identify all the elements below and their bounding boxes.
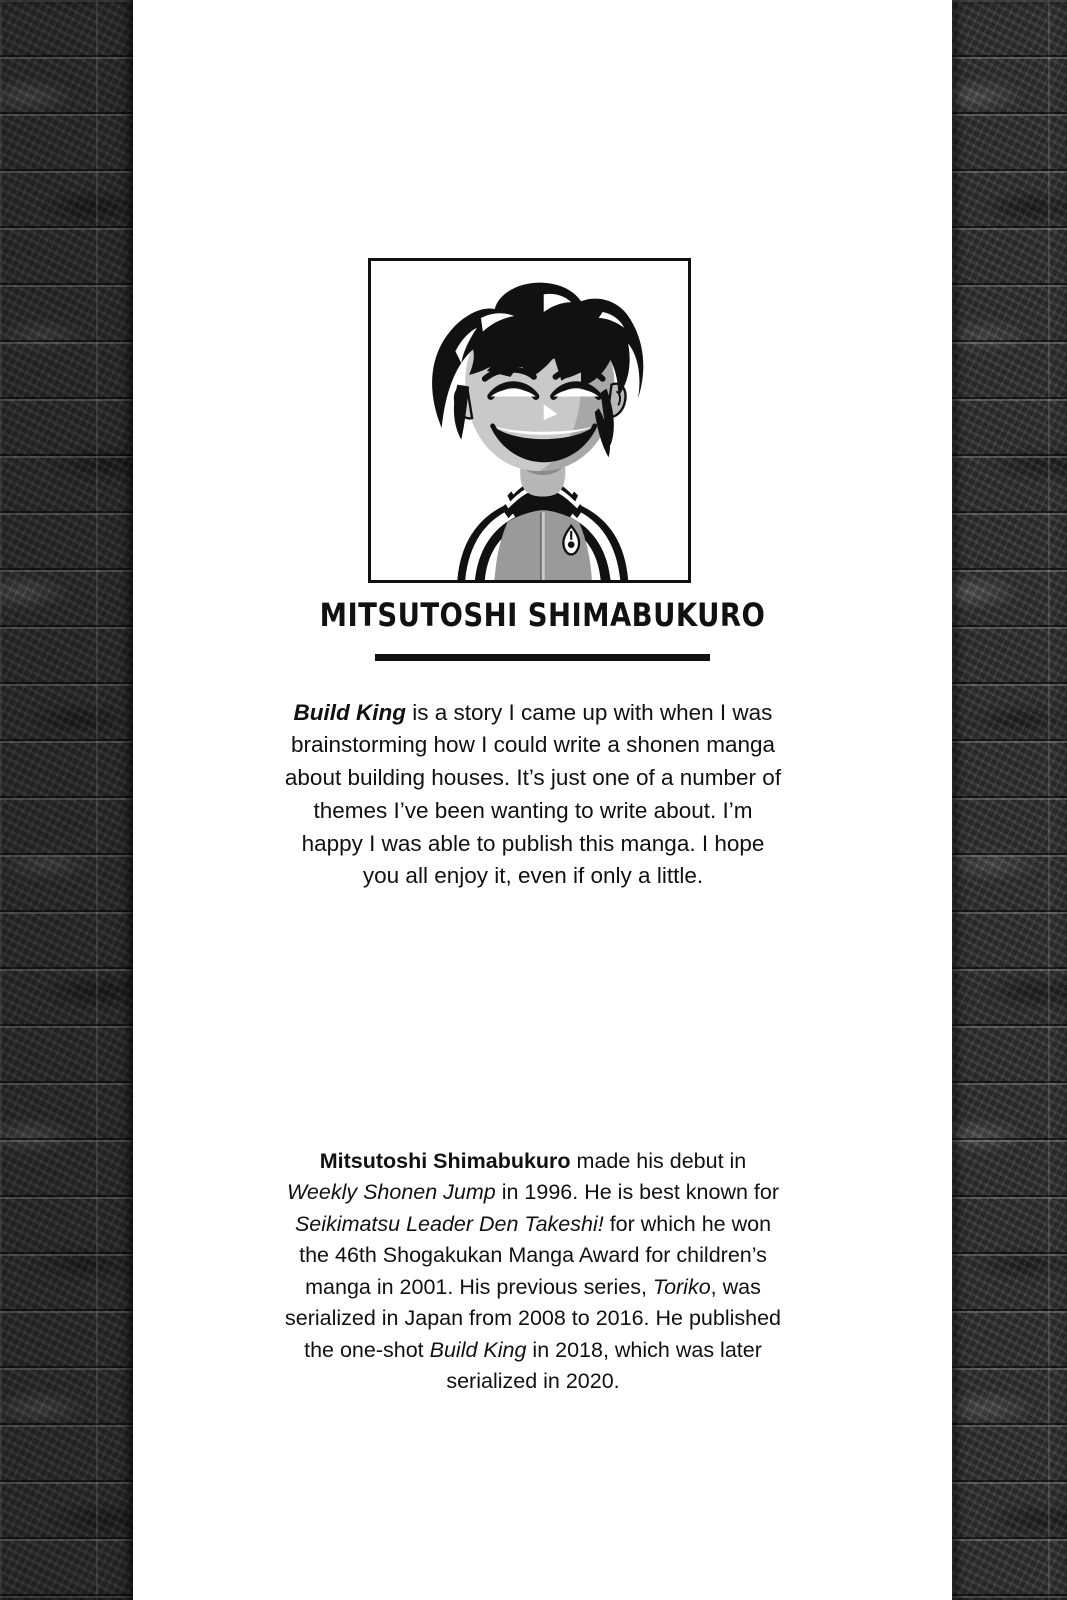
bio-segment-4: , was serialized in Japan from 2008 to 2016. He published the one-shot	[284, 1274, 781, 1362]
bio-work-seikimatsu-leader-den-takeshi: Seikimatsu Leader Den Takeshi!	[294, 1211, 604, 1236]
brick-wall-right-border	[952, 0, 1067, 1600]
author-portrait-frame	[368, 258, 691, 583]
bio-work-weekly-shonen-jump: Weekly Shonen Jump	[287, 1180, 496, 1204]
author-bio	[283, 1146, 783, 1398]
bio-work-build-king: Build King	[429, 1337, 527, 1362]
statement-title: Build King	[293, 699, 407, 725]
page-content	[133, 0, 952, 1600]
statement-body: is a story I came up with when I was brainstorming how I could write a shonen manga about building houses. It’s just one of a number of themes I’ve been wanting to write about. I’m happy I was able to publish this manga. I hope you all enjoy it, even if only a little.	[284, 699, 782, 889]
bio-segment-3: for which he won the 46th Shogakukan Manga Award for children’s manga in 2001. His previous series,	[299, 1211, 772, 1299]
author-name: MITSUTOSHI SHIMABUKURO	[319, 596, 766, 634]
author-name-underline	[375, 654, 710, 661]
bio-author-name: Mitsutoshi Shimabukuro	[319, 1148, 571, 1173]
brick-wall-left-border	[0, 0, 133, 1600]
bio-segment-1: made his debut in	[570, 1148, 747, 1173]
bio-work-toriko: Toriko	[652, 1274, 711, 1299]
author-portrait-icon	[371, 261, 688, 580]
bio-segment-5: in 2018, which was later serialized in 2020.	[446, 1337, 762, 1393]
author-statement	[283, 697, 783, 894]
bio-segment-2: in 1996. He is best known for	[495, 1180, 779, 1204]
